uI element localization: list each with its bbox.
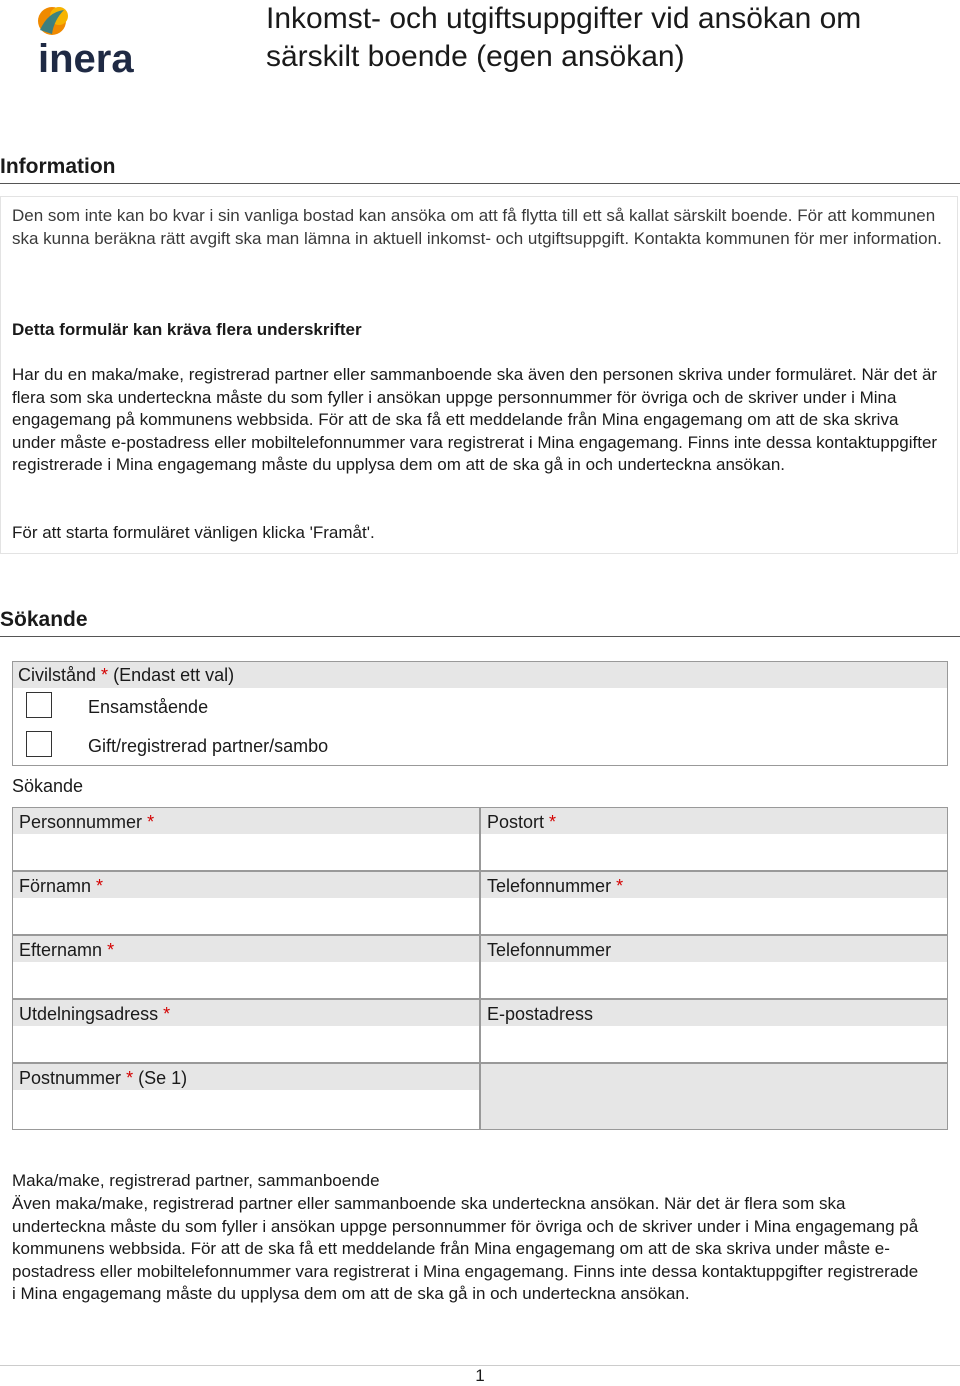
fornamn-input[interactable] bbox=[13, 898, 479, 934]
partner-heading: Maka/make, registrerad partner, sammanboende bbox=[12, 1171, 380, 1190]
postort-input[interactable] bbox=[481, 834, 947, 870]
signature-heading: Detta formulär kan kräva flera underskrifter bbox=[12, 320, 362, 339]
personnummer-input[interactable] bbox=[13, 834, 479, 870]
option-ensamstaende: Ensamstående bbox=[88, 697, 209, 717]
epost-label: E-postadress bbox=[487, 1004, 594, 1024]
page-number: 1 bbox=[475, 1366, 485, 1385]
checkbox-ensamstaende[interactable] bbox=[26, 692, 52, 718]
fornamn-label: Förnamn * bbox=[19, 876, 104, 896]
utdelningsadress-input[interactable] bbox=[13, 1026, 479, 1062]
signature-text: Har du en maka/make, registrerad partner eller sammanboende ska även den personen skriva under formuläret. När det är flera som ska underteckna måste du som fyller i ansökan uppge personnummer för övriga och de skriver under i Mina engagemang på kommunens webbsida. För att de ska få ett meddelande från Mina engagemang om att de ska skriva under måste e-postadress eller mobiltelefonnummer vara registrerat i Mina engagemang. Finns inte dessa kontaktuppgifter registrerade i Mina engagemang måste du upplysa dem om att de ska gå in och underteckna ansökan. bbox=[12, 365, 938, 475]
civilstand-label: Civilstånd * (Endast ett val) bbox=[18, 665, 235, 685]
epost-input[interactable] bbox=[481, 1026, 947, 1062]
logo-text: inera bbox=[38, 37, 134, 76]
document-title: Inkomst- och utgiftsuppgifter vid ansökan om särskilt boende (egen ansökan) bbox=[266, 2, 862, 73]
postnummer-label: Postnummer * (Se 1) bbox=[19, 1068, 188, 1088]
postort-label: Postort * bbox=[487, 812, 557, 832]
information-intro: Den som inte kan bo kvar i sin vanliga bostad kan ansöka om att få flytta till ett så kallat särskilt boende. För att kommunen ska kunna beräkna rätt avgift ska man lämna in aktuell inkomst- och utgiftsuppgift. Kontakta kommunen för mer information. bbox=[12, 206, 942, 248]
inera-logo bbox=[34, 4, 158, 76]
efternamn-input[interactable] bbox=[13, 962, 479, 998]
telefon2-label: Telefonnummer bbox=[487, 940, 612, 960]
personnummer-label: Personnummer * bbox=[19, 812, 155, 832]
sokande-sublabel: Sökande bbox=[12, 776, 84, 796]
checkbox-gift[interactable] bbox=[26, 731, 52, 757]
telefon2-input[interactable] bbox=[481, 962, 947, 998]
option-gift: Gift/registrerad partner/sambo bbox=[88, 736, 329, 756]
empty-cell bbox=[481, 1064, 947, 1129]
information-heading: Information bbox=[0, 155, 960, 184]
sokande-heading: Sökande bbox=[0, 608, 960, 637]
telefon1-input[interactable] bbox=[481, 898, 947, 934]
partner-text: Även maka/make, registrerad partner eller sammanboende ska underteckna ansökan. När det är flera som ska underteckna måste du som fyller i ansökan uppge personnummer för övriga och de skriver under i Mina engagemang på kommunens webbsida. För att de ska få ett meddelande från Mina engagemang om att de ska skriva under måste e-postadress eller mobiltelefonnummer vara registrerat i Mina engagemang. Finns inte dessa kontaktuppgifter registrerade i Mina engagemang måste du upplysa dem om att de ska gå in och underteckna ansökan. bbox=[12, 1194, 919, 1304]
postnummer-input[interactable] bbox=[13, 1090, 479, 1129]
telefon1-label: Telefonnummer * bbox=[487, 876, 624, 896]
utdelningsadress-label: Utdelningsadress * bbox=[19, 1004, 171, 1024]
inera-logo-mark-icon bbox=[38, 7, 68, 35]
efternamn-label: Efternamn * bbox=[19, 940, 115, 960]
start-instruction: För att starta formuläret vänligen klicka 'Framåt'. bbox=[12, 523, 375, 542]
